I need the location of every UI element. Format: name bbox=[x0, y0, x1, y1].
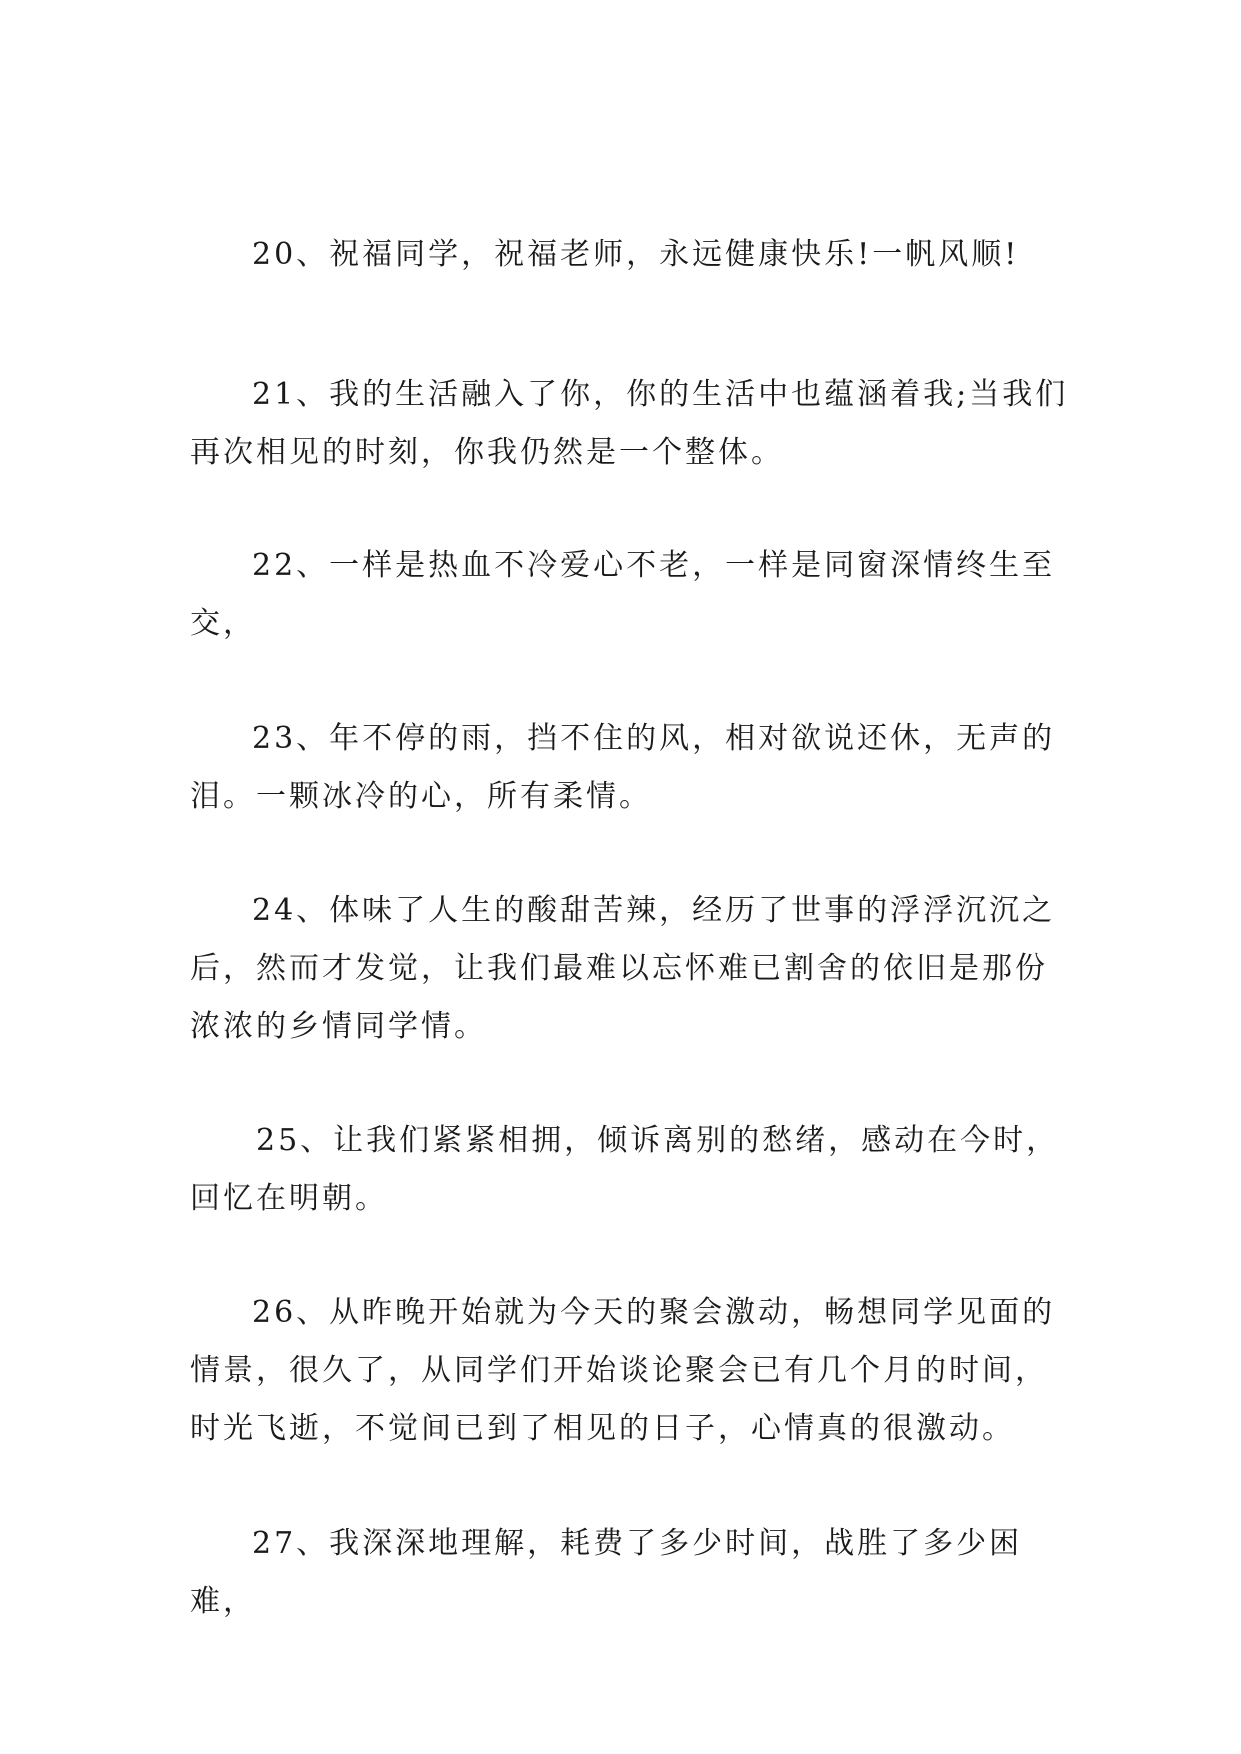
paragraph-26: 26、从昨晚开始就为今天的聚会激动，畅想同学见面的情景，很久了，从同学们开始谈论聚会已有几个月的时间，时光飞逝，不觉间已到了相见的日子，心情真的很激动。 bbox=[190, 1295, 1056, 1446]
paragraph-24: 24、体味了人生的酸甜苦辣，经历了世事的浮浮沉沉之后，然而才发觉，让我们最难以忘怀难已割舍的依旧是那份浓浓的乡情同学情。 bbox=[190, 893, 1056, 1044]
paragraph-23: 23、年不停的雨，挡不住的风，相对欲说还休，无声的泪。一颗冰冷的心，所有柔情。 bbox=[190, 721, 1056, 814]
paragraph-20: 20、祝福同学，祝福老师，永远健康快乐!一帆风顺! bbox=[252, 237, 1020, 272]
paragraph-22: 22、一样是热血不冷爱心不老，一样是同窗深情终生至交， bbox=[190, 548, 1056, 641]
paragraph-27: 27、我深深地理解，耗费了多少时间，战胜了多少困难， bbox=[190, 1526, 1023, 1619]
paragraph-25: 25、让我们紧紧相拥，倾诉离别的愁绪，感动在今时，回忆在明朝。 bbox=[190, 1123, 1060, 1216]
paragraph-21: 21、我的生活融入了你，你的生活中也蕴涵着我;当我们再次相见的时刻，你我仍然是一个整体。 bbox=[190, 377, 1069, 470]
